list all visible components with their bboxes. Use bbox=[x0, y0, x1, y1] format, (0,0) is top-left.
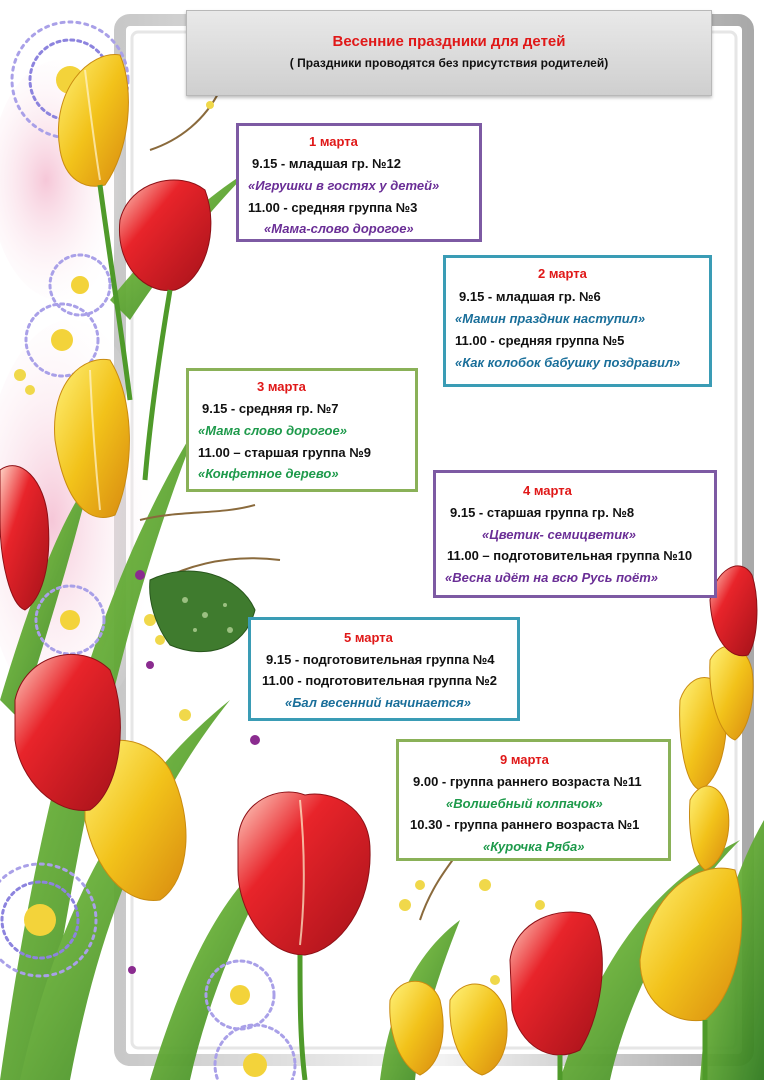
event-time-group: 9.15 - младшая гр. №12 bbox=[252, 156, 402, 171]
event-title: «Игрушки в гостях у детей» bbox=[248, 178, 440, 193]
event-date: 9 марта bbox=[500, 752, 549, 767]
event-time-group: 11.00 – подготовительная группа №10 bbox=[447, 548, 693, 563]
page-subtitle: ( Праздники проводятся без присутствия родителей) bbox=[289, 56, 609, 70]
event-box-march-5 bbox=[248, 617, 520, 721]
event-date: 5 марта bbox=[344, 630, 393, 645]
header-banner bbox=[186, 10, 712, 96]
event-box-march-4 bbox=[433, 470, 717, 598]
event-title: «Цветик- семицветик» bbox=[482, 527, 636, 542]
event-time-group: 10.30 - группа раннего возраста №1 bbox=[410, 817, 640, 832]
event-title: «Весна идёт на всю Русь поёт» bbox=[445, 570, 658, 585]
event-title: «Курочка Ряба» bbox=[483, 839, 585, 854]
event-date: 3 марта bbox=[257, 379, 306, 394]
event-time-group: 11.00 - подготовительная группа №2 bbox=[262, 673, 498, 688]
event-time-group: 11.00 - средняя группа №5 bbox=[455, 333, 625, 348]
event-time-group: 9.15 - старшая группа гр. №8 bbox=[450, 505, 635, 520]
event-time-group: 11.00 - средняя группа №3 bbox=[248, 200, 418, 215]
event-title: «Конфетное дерево» bbox=[198, 466, 339, 481]
event-box-march-2 bbox=[443, 255, 712, 387]
event-title: «Мамин праздник наступил» bbox=[455, 311, 646, 326]
event-title: «Волшебный колпачок» bbox=[446, 796, 603, 811]
event-box-march-9 bbox=[396, 739, 671, 861]
event-date: 2 марта bbox=[538, 266, 587, 281]
event-title: «Бал весенний начинается» bbox=[285, 695, 472, 710]
event-time-group: 9.15 - подготовительная группа №4 bbox=[266, 652, 495, 667]
event-time-group: 9.15 - средняя гр. №7 bbox=[202, 401, 339, 416]
event-title: «Как колобок бабушку поздравил» bbox=[455, 355, 681, 370]
page-title: Весенние праздники для детей bbox=[332, 33, 566, 50]
event-time-group: 9.00 - группа раннего возраста №11 bbox=[413, 774, 642, 789]
event-title: «Мама-слово дорогое» bbox=[264, 221, 414, 236]
event-time-group: 9.15 - младшая гр. №6 bbox=[459, 289, 601, 304]
event-box-march-3 bbox=[186, 368, 418, 492]
event-title: «Мама слово дорогое» bbox=[198, 423, 347, 438]
event-date: 4 марта bbox=[523, 483, 572, 498]
event-box-march-1 bbox=[236, 123, 482, 242]
event-time-group: 11.00 – старшая группа №9 bbox=[198, 445, 371, 460]
event-date: 1 марта bbox=[309, 134, 358, 149]
